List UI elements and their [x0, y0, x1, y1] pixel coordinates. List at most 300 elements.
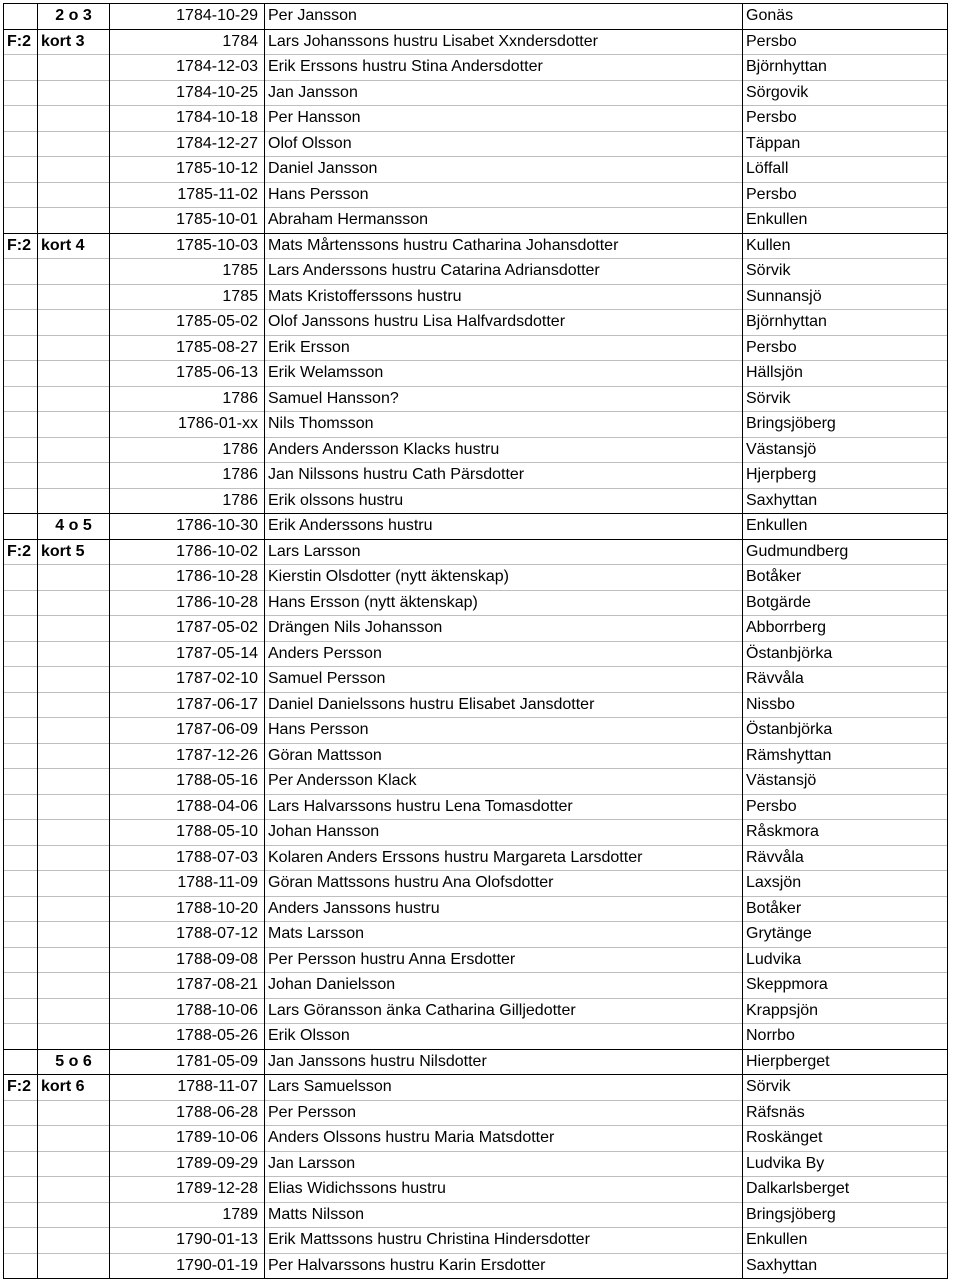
- name-cell: Elias Widichssons hustru: [265, 1177, 743, 1203]
- section-cell: [38, 157, 110, 183]
- name-cell: Per Hansson: [265, 106, 743, 132]
- place-cell: Sunnansjö: [743, 284, 948, 310]
- section-cell: kort 6: [38, 1075, 110, 1101]
- name-cell: Lars Göransson änka Catharina Gilljedotter: [265, 998, 743, 1024]
- archive-cell: [4, 437, 38, 463]
- date-cell: 1784: [110, 29, 265, 55]
- date-cell: 1786: [110, 437, 265, 463]
- table-row: [4, 1024, 948, 1050]
- name-cell: Jan Janssons hustru Nilsdotter: [265, 1049, 743, 1075]
- place-cell: Roskänget: [743, 1126, 948, 1152]
- section-cell: [38, 973, 110, 999]
- section-cell: [38, 998, 110, 1024]
- date-cell: 1785-10-01: [110, 208, 265, 234]
- table-row: [4, 80, 948, 106]
- section-cell: [38, 692, 110, 718]
- table-row: [4, 1126, 948, 1152]
- archive-cell: [4, 514, 38, 540]
- section-cell: [38, 565, 110, 591]
- date-cell: 1786: [110, 386, 265, 412]
- archive-cell: [4, 1151, 38, 1177]
- register-body: [4, 4, 948, 1279]
- date-cell: 1789-09-29: [110, 1151, 265, 1177]
- name-cell: Olof Olsson: [265, 131, 743, 157]
- place-cell: Östanbjörka: [743, 641, 948, 667]
- table-row: [4, 463, 948, 489]
- archive-cell: [4, 157, 38, 183]
- date-cell: 1785-05-02: [110, 310, 265, 336]
- date-cell: 1788-10-20: [110, 896, 265, 922]
- date-cell: 1788-09-08: [110, 947, 265, 973]
- name-cell: Erik Ersson: [265, 335, 743, 361]
- name-cell: Mats Kristofferssons hustru: [265, 284, 743, 310]
- date-cell: 1786-01-xx: [110, 412, 265, 438]
- name-cell: Göran Mattssons hustru Ana Olofsdotter: [265, 871, 743, 897]
- table-row: [4, 973, 948, 999]
- table-row: [4, 182, 948, 208]
- section-cell: [38, 335, 110, 361]
- section-cell: [38, 896, 110, 922]
- table-row: [4, 4, 948, 30]
- place-cell: Enkullen: [743, 208, 948, 234]
- archive-cell: [4, 1228, 38, 1254]
- name-cell: Per Persson hustru Anna Ersdotter: [265, 947, 743, 973]
- place-cell: Löffall: [743, 157, 948, 183]
- archive-cell: [4, 106, 38, 132]
- archive-cell: [4, 310, 38, 336]
- name-cell: Samuel Hansson?: [265, 386, 743, 412]
- name-cell: Jan Jansson: [265, 80, 743, 106]
- section-cell: [38, 259, 110, 285]
- table-row: [4, 820, 948, 846]
- section-cell: [38, 182, 110, 208]
- section-cell: [38, 616, 110, 642]
- table-row: [4, 565, 948, 591]
- place-cell: Ludvika By: [743, 1151, 948, 1177]
- place-cell: Täppan: [743, 131, 948, 157]
- name-cell: Jan Nilssons hustru Cath Pärsdotter: [265, 463, 743, 489]
- place-cell: Sörvik: [743, 259, 948, 285]
- section-cell: [38, 871, 110, 897]
- table-row: [4, 335, 948, 361]
- place-cell: Enkullen: [743, 1228, 948, 1254]
- date-cell: 1784-12-27: [110, 131, 265, 157]
- table-row: [4, 743, 948, 769]
- date-cell: 1788-06-28: [110, 1100, 265, 1126]
- section-cell: [38, 590, 110, 616]
- section-cell: [38, 463, 110, 489]
- section-cell: [38, 667, 110, 693]
- archive-cell: [4, 131, 38, 157]
- table-row: [4, 412, 948, 438]
- place-cell: Dalkarlsberget: [743, 1177, 948, 1203]
- register-table: [3, 3, 948, 1279]
- table-row: [4, 157, 948, 183]
- date-cell: 1790-01-19: [110, 1253, 265, 1279]
- date-cell: 1786: [110, 463, 265, 489]
- name-cell: Per Andersson Klack: [265, 769, 743, 795]
- date-cell: 1789-10-06: [110, 1126, 265, 1152]
- section-cell: [38, 412, 110, 438]
- section-cell: 2 o 3: [38, 4, 110, 30]
- place-cell: Norrbo: [743, 1024, 948, 1050]
- table-row: [4, 1049, 948, 1075]
- date-cell: 1786-10-28: [110, 565, 265, 591]
- date-cell: 1787-06-17: [110, 692, 265, 718]
- date-cell: 1784-10-18: [110, 106, 265, 132]
- name-cell: Nils Thomsson: [265, 412, 743, 438]
- table-row: [4, 769, 948, 795]
- table-row: [4, 386, 948, 412]
- date-cell: 1784-10-25: [110, 80, 265, 106]
- date-cell: 1786: [110, 488, 265, 514]
- table-row: [4, 1228, 948, 1254]
- name-cell: Per Persson: [265, 1100, 743, 1126]
- table-row: [4, 1100, 948, 1126]
- archive-cell: [4, 488, 38, 514]
- section-cell: [38, 1202, 110, 1228]
- place-cell: Persbo: [743, 29, 948, 55]
- name-cell: Anders Janssons hustru: [265, 896, 743, 922]
- date-cell: 1786-10-02: [110, 539, 265, 565]
- table-row: [4, 310, 948, 336]
- archive-cell: [4, 361, 38, 387]
- place-cell: Persbo: [743, 106, 948, 132]
- archive-cell: [4, 641, 38, 667]
- archive-cell: [4, 208, 38, 234]
- archive-cell: F:2: [4, 539, 38, 565]
- section-cell: kort 5: [38, 539, 110, 565]
- section-cell: [38, 55, 110, 81]
- place-cell: Hjerpberg: [743, 463, 948, 489]
- table-row: [4, 233, 948, 259]
- place-cell: Laxsjön: [743, 871, 948, 897]
- table-row: [4, 284, 948, 310]
- section-cell: [38, 1228, 110, 1254]
- section-cell: [38, 106, 110, 132]
- archive-cell: [4, 565, 38, 591]
- table-row: [4, 106, 948, 132]
- table-row: [4, 131, 948, 157]
- place-cell: Räfsnäs: [743, 1100, 948, 1126]
- table-row: [4, 1253, 948, 1279]
- name-cell: Per Jansson: [265, 4, 743, 30]
- name-cell: Göran Mattsson: [265, 743, 743, 769]
- table-row: [4, 692, 948, 718]
- date-cell: 1788-05-10: [110, 820, 265, 846]
- section-cell: [38, 718, 110, 744]
- date-cell: 1788-11-09: [110, 871, 265, 897]
- date-cell: 1788-05-16: [110, 769, 265, 795]
- archive-cell: [4, 386, 38, 412]
- date-cell: 1787-02-10: [110, 667, 265, 693]
- name-cell: Anders Persson: [265, 641, 743, 667]
- place-cell: Östanbjörka: [743, 718, 948, 744]
- section-cell: [38, 1177, 110, 1203]
- date-cell: 1787-05-02: [110, 616, 265, 642]
- table-row: [4, 667, 948, 693]
- place-cell: Rävvåla: [743, 667, 948, 693]
- table-row: [4, 947, 948, 973]
- date-cell: 1786-10-28: [110, 590, 265, 616]
- archive-cell: [4, 80, 38, 106]
- table-row: [4, 208, 948, 234]
- name-cell: Erik Olsson: [265, 1024, 743, 1050]
- table-row: [4, 55, 948, 81]
- table-row: [4, 641, 948, 667]
- name-cell: Erik Erssons hustru Stina Andersdotter: [265, 55, 743, 81]
- archive-cell: [4, 463, 38, 489]
- archive-cell: [4, 845, 38, 871]
- date-cell: 1785: [110, 259, 265, 285]
- date-cell: 1788-07-12: [110, 922, 265, 948]
- section-cell: [38, 1126, 110, 1152]
- section-cell: [38, 131, 110, 157]
- date-cell: 1788-05-26: [110, 1024, 265, 1050]
- place-cell: Saxhyttan: [743, 1253, 948, 1279]
- section-cell: [38, 641, 110, 667]
- place-cell: Abborrberg: [743, 616, 948, 642]
- name-cell: Hans Persson: [265, 182, 743, 208]
- date-cell: 1784-12-03: [110, 55, 265, 81]
- place-cell: Botgärde: [743, 590, 948, 616]
- archive-cell: [4, 335, 38, 361]
- table-row: [4, 1151, 948, 1177]
- table-row: [4, 616, 948, 642]
- date-cell: 1787-06-09: [110, 718, 265, 744]
- name-cell: Johan Danielsson: [265, 973, 743, 999]
- name-cell: Lars Larsson: [265, 539, 743, 565]
- archive-cell: [4, 1202, 38, 1228]
- place-cell: Saxhyttan: [743, 488, 948, 514]
- section-cell: kort 3: [38, 29, 110, 55]
- name-cell: Daniel Danielssons hustru Elisabet Jansdotter: [265, 692, 743, 718]
- place-cell: Västansjö: [743, 769, 948, 795]
- table-row: [4, 259, 948, 285]
- archive-cell: [4, 922, 38, 948]
- name-cell: Jan Larsson: [265, 1151, 743, 1177]
- name-cell: Erik Welamsson: [265, 361, 743, 387]
- date-cell: 1788-04-06: [110, 794, 265, 820]
- date-cell: 1786-10-30: [110, 514, 265, 540]
- date-cell: 1785-10-12: [110, 157, 265, 183]
- archive-cell: [4, 1049, 38, 1075]
- table-row: [4, 361, 948, 387]
- section-cell: [38, 437, 110, 463]
- archive-cell: [4, 947, 38, 973]
- name-cell: Kierstin Olsdotter (nytt äktenskap): [265, 565, 743, 591]
- archive-cell: [4, 590, 38, 616]
- place-cell: Grytänge: [743, 922, 948, 948]
- section-cell: [38, 947, 110, 973]
- name-cell: Drängen Nils Johansson: [265, 616, 743, 642]
- date-cell: 1781-05-09: [110, 1049, 265, 1075]
- date-cell: 1788-10-06: [110, 998, 265, 1024]
- place-cell: Västansjö: [743, 437, 948, 463]
- table-row: [4, 514, 948, 540]
- table-row: [4, 539, 948, 565]
- date-cell: 1785-06-13: [110, 361, 265, 387]
- name-cell: Erik olssons hustru: [265, 488, 743, 514]
- section-cell: [38, 488, 110, 514]
- archive-cell: [4, 794, 38, 820]
- date-cell: 1787-08-21: [110, 973, 265, 999]
- table-row: [4, 794, 948, 820]
- section-cell: [38, 845, 110, 871]
- name-cell: Erik Mattssons hustru Christina Hindersdotter: [265, 1228, 743, 1254]
- archive-cell: [4, 667, 38, 693]
- place-cell: Nissbo: [743, 692, 948, 718]
- section-cell: [38, 1151, 110, 1177]
- date-cell: 1789-12-28: [110, 1177, 265, 1203]
- archive-cell: [4, 1024, 38, 1050]
- table-row: [4, 590, 948, 616]
- name-cell: Erik Anderssons hustru: [265, 514, 743, 540]
- table-row: [4, 29, 948, 55]
- table-row: [4, 871, 948, 897]
- archive-cell: [4, 616, 38, 642]
- table-row: [4, 1202, 948, 1228]
- archive-cell: F:2: [4, 29, 38, 55]
- section-cell: [38, 922, 110, 948]
- table-row: [4, 845, 948, 871]
- date-cell: 1784-10-29: [110, 4, 265, 30]
- place-cell: Sörgovik: [743, 80, 948, 106]
- archive-cell: [4, 1100, 38, 1126]
- place-cell: Ludvika: [743, 947, 948, 973]
- place-cell: Råskmora: [743, 820, 948, 846]
- table-row: [4, 437, 948, 463]
- section-cell: [38, 794, 110, 820]
- name-cell: Lars Halvarssons hustru Lena Tomasdotter: [265, 794, 743, 820]
- table-row: [4, 718, 948, 744]
- date-cell: 1785: [110, 284, 265, 310]
- place-cell: Sörvik: [743, 386, 948, 412]
- place-cell: Botåker: [743, 896, 948, 922]
- archive-cell: [4, 412, 38, 438]
- date-cell: 1787-05-14: [110, 641, 265, 667]
- name-cell: Lars Anderssons hustru Catarina Adriansdotter: [265, 259, 743, 285]
- date-cell: 1785-10-03: [110, 233, 265, 259]
- section-cell: 5 o 6: [38, 1049, 110, 1075]
- section-cell: [38, 310, 110, 336]
- section-cell: 4 o 5: [38, 514, 110, 540]
- archive-cell: [4, 769, 38, 795]
- archive-cell: F:2: [4, 1075, 38, 1101]
- name-cell: Lars Johanssons hustru Lisabet Xxndersdotter: [265, 29, 743, 55]
- archive-cell: [4, 1177, 38, 1203]
- place-cell: Hierpberget: [743, 1049, 948, 1075]
- archive-cell: [4, 998, 38, 1024]
- date-cell: 1785-11-02: [110, 182, 265, 208]
- date-cell: 1787-12-26: [110, 743, 265, 769]
- section-cell: [38, 769, 110, 795]
- name-cell: Abraham Hermansson: [265, 208, 743, 234]
- name-cell: Olof Janssons hustru Lisa Halfvardsdotter: [265, 310, 743, 336]
- archive-cell: [4, 1126, 38, 1152]
- section-cell: [38, 208, 110, 234]
- date-cell: 1788-11-07: [110, 1075, 265, 1101]
- name-cell: Per Halvarssons hustru Karin Ersdotter: [265, 1253, 743, 1279]
- name-cell: Mats Larsson: [265, 922, 743, 948]
- place-cell: Rämshyttan: [743, 743, 948, 769]
- table-row: [4, 998, 948, 1024]
- place-cell: Sörvik: [743, 1075, 948, 1101]
- archive-cell: F:2: [4, 233, 38, 259]
- archive-cell: [4, 55, 38, 81]
- place-cell: Krappsjön: [743, 998, 948, 1024]
- section-cell: [38, 1024, 110, 1050]
- name-cell: Hans Persson: [265, 718, 743, 744]
- table-row: [4, 922, 948, 948]
- section-cell: [38, 361, 110, 387]
- name-cell: Anders Andersson Klacks hustru: [265, 437, 743, 463]
- table-row: [4, 896, 948, 922]
- table-row: [4, 1177, 948, 1203]
- name-cell: Johan Hansson: [265, 820, 743, 846]
- name-cell: Kolaren Anders Erssons hustru Margareta Larsdotter: [265, 845, 743, 871]
- archive-cell: [4, 896, 38, 922]
- section-cell: [38, 1100, 110, 1126]
- place-cell: Botåker: [743, 565, 948, 591]
- place-cell: Björnhyttan: [743, 55, 948, 81]
- place-cell: Persbo: [743, 794, 948, 820]
- section-cell: [38, 1253, 110, 1279]
- archive-cell: [4, 692, 38, 718]
- place-cell: Bringsjöberg: [743, 1202, 948, 1228]
- section-cell: [38, 80, 110, 106]
- table-row: [4, 488, 948, 514]
- name-cell: Anders Olssons hustru Maria Matsdotter: [265, 1126, 743, 1152]
- date-cell: 1790-01-13: [110, 1228, 265, 1254]
- archive-cell: [4, 1253, 38, 1279]
- place-cell: Persbo: [743, 335, 948, 361]
- place-cell: Gudmundberg: [743, 539, 948, 565]
- archive-cell: [4, 973, 38, 999]
- place-cell: Hällsjön: [743, 361, 948, 387]
- place-cell: Bringsjöberg: [743, 412, 948, 438]
- name-cell: Samuel Persson: [265, 667, 743, 693]
- place-cell: Björnhyttan: [743, 310, 948, 336]
- name-cell: Lars Samuelsson: [265, 1075, 743, 1101]
- name-cell: Hans Ersson (nytt äktenskap): [265, 590, 743, 616]
- place-cell: Persbo: [743, 182, 948, 208]
- section-cell: [38, 820, 110, 846]
- place-cell: Enkullen: [743, 514, 948, 540]
- archive-cell: [4, 259, 38, 285]
- section-cell: [38, 743, 110, 769]
- archive-cell: [4, 820, 38, 846]
- archive-cell: [4, 4, 38, 30]
- place-cell: Gonäs: [743, 4, 948, 30]
- name-cell: Mats Mårtenssons hustru Catharina Johansdotter: [265, 233, 743, 259]
- section-cell: kort 4: [38, 233, 110, 259]
- section-cell: [38, 386, 110, 412]
- date-cell: 1789: [110, 1202, 265, 1228]
- place-cell: Skeppmora: [743, 973, 948, 999]
- archive-cell: [4, 182, 38, 208]
- archive-cell: [4, 743, 38, 769]
- date-cell: 1785-08-27: [110, 335, 265, 361]
- place-cell: Kullen: [743, 233, 948, 259]
- date-cell: 1788-07-03: [110, 845, 265, 871]
- place-cell: Rävvåla: [743, 845, 948, 871]
- name-cell: Daniel Jansson: [265, 157, 743, 183]
- archive-cell: [4, 871, 38, 897]
- archive-cell: [4, 718, 38, 744]
- archive-cell: [4, 284, 38, 310]
- table-row: [4, 1075, 948, 1101]
